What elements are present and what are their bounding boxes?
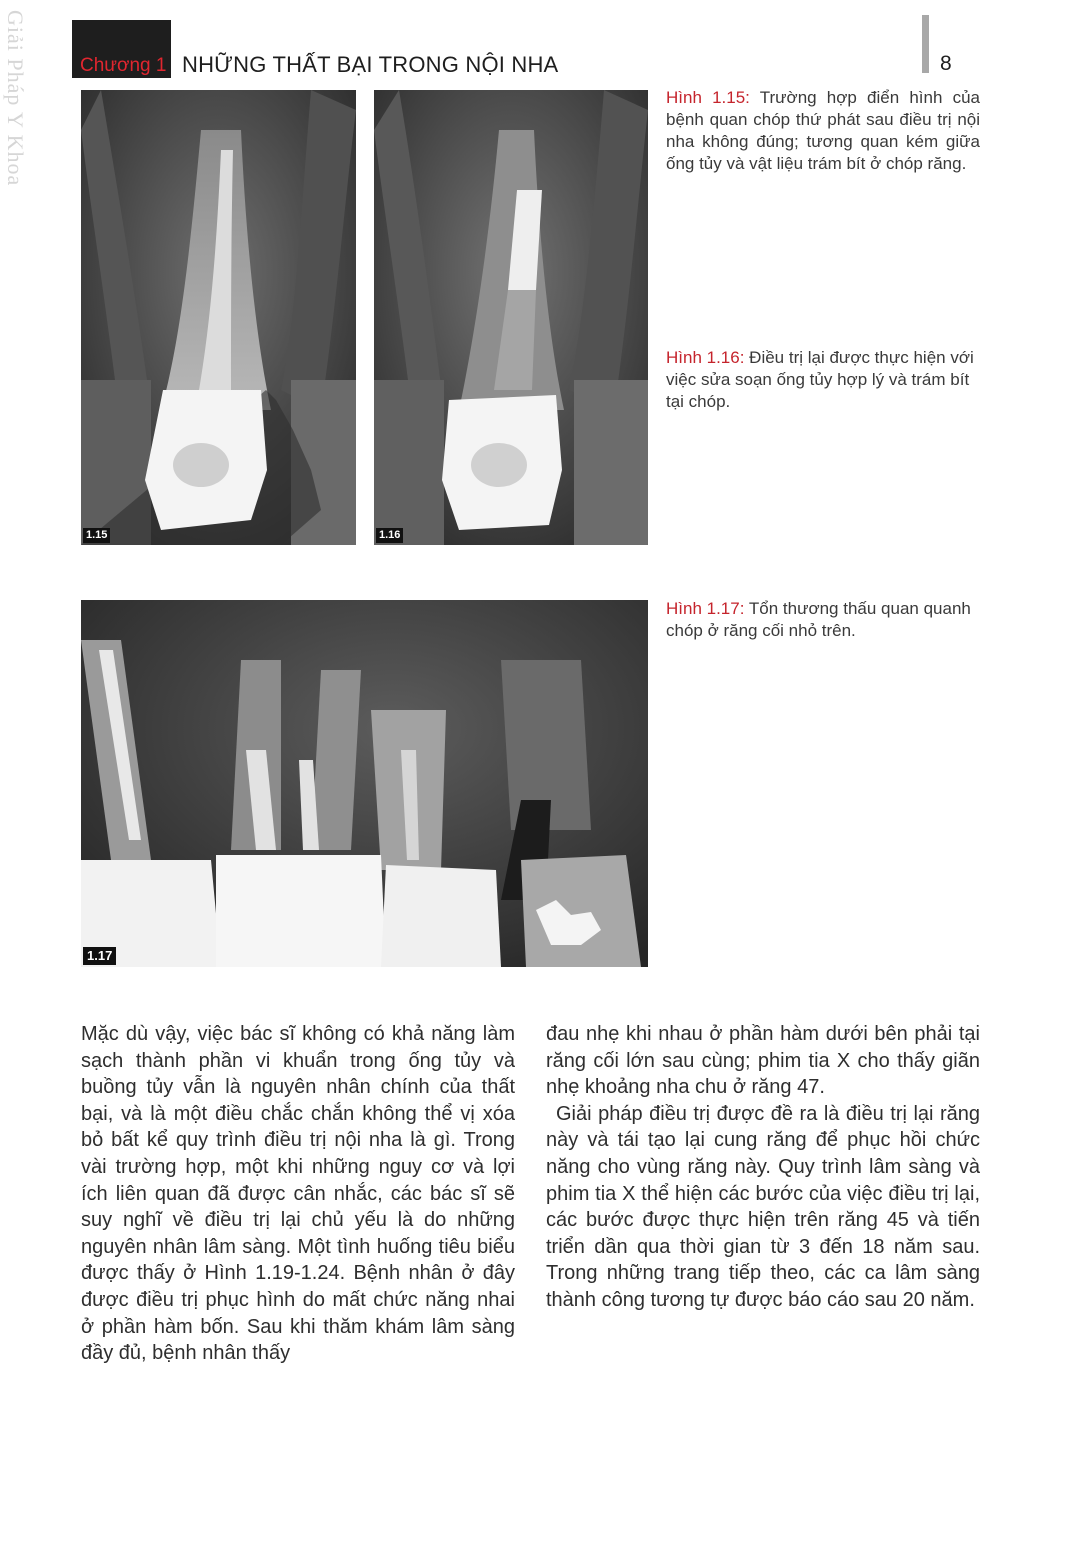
figure-tag: 1.17: [83, 947, 116, 965]
body-paragraph: Giải pháp điều trị được đề ra là điều trị lại răng này và tái tạo lại cung răng để phục hồi chức năng cho vùng răng này. Quy trình lâm sàng và phim tia X thể hiện các bước của việc điều trị lại, các bước được thực hiện trên răng 45 và tiến triển dần qua thời gian từ 3 đến 18 năm sau. Trong những trang tiếp theo, các ca lâm sàng thành công tương tự được báo cáo sau 20 năm.: [546, 1102, 980, 1311]
xray-figure-1-16: [374, 90, 648, 545]
caption-figure-1-17: [666, 598, 980, 642]
caption-figure-1-16: [666, 347, 980, 413]
figure-tag: 1.16: [376, 528, 403, 543]
caption-text: Tổn thương thấu quan quanh chóp ở răng cối nhỏ trên.: [666, 599, 971, 640]
xray-figure-1-15: [81, 90, 356, 545]
page-number-bar: [922, 15, 929, 73]
caption-label: Hình 1.15:: [666, 88, 750, 107]
body-right-column: [546, 1021, 980, 1314]
caption-text: Trường hợp điển hình của bệnh quan chóp thứ phát sau điều trị nội nha không đúng; tương quan kém giữa ống tủy và vật liệu trám bít ở chóp răng.: [666, 88, 980, 173]
watermark: [0, 10, 30, 210]
xray-figure-1-17: [81, 600, 648, 967]
figure-tag: 1.15: [83, 528, 110, 543]
chapter-title: NHỮNG THẤT BẠI TRONG NỘI NHA: [182, 52, 559, 77]
body-paragraph: Mặc dù vậy, việc bác sĩ không có khả năng làm sạch thành phần vi khuẩn trong ống tủy và buồng tủy vẫn là nguyên nhân chính của thất bại, và là một điều chắc chắn không thể vị xóa bỏ bất kể quy trình điều trị nội nha là gì. Trong vài trường hợp, một khi những nguy cơ và lợi ích liên quan đã được cân nhắc, các bác sĩ sẽ suy nghĩ về điều trị lại chủ yếu là do những nguyên nhân lâm sàng. Một tình huống tiêu biểu được thấy ở Hình 1.19-1.24. Bệnh nhân ở đây được điều trị phục hình do mất chức năng nhai ở phần hàm bốn. Sau khi thăm khám lâm sàng đầy đủ, bệnh nhân thấy: [81, 1023, 515, 1365]
caption-label: Hình 1.17:: [666, 599, 745, 618]
caption-figure-1-15: [666, 87, 980, 175]
page-number: 8: [940, 52, 952, 75]
caption-label: Hình 1.16:: [666, 348, 745, 367]
body-left-column: [81, 1021, 515, 1367]
caption-text: Điều trị lại được thực hiện với việc sửa soạn ống tủy hợp lý và trám bít tại chóp.: [666, 348, 974, 411]
watermark-text: Giải Pháp Y Khoa: [3, 10, 28, 187]
chapter-label: Chương 1: [80, 55, 167, 76]
body-paragraph: đau nhẹ khi nhau ở phần hàm dưới bên phải tại răng cối lớn sau cùng; phim tia X cho thấy giãn nhẹ khoảng nha chu ở răng 47.: [546, 1023, 980, 1099]
